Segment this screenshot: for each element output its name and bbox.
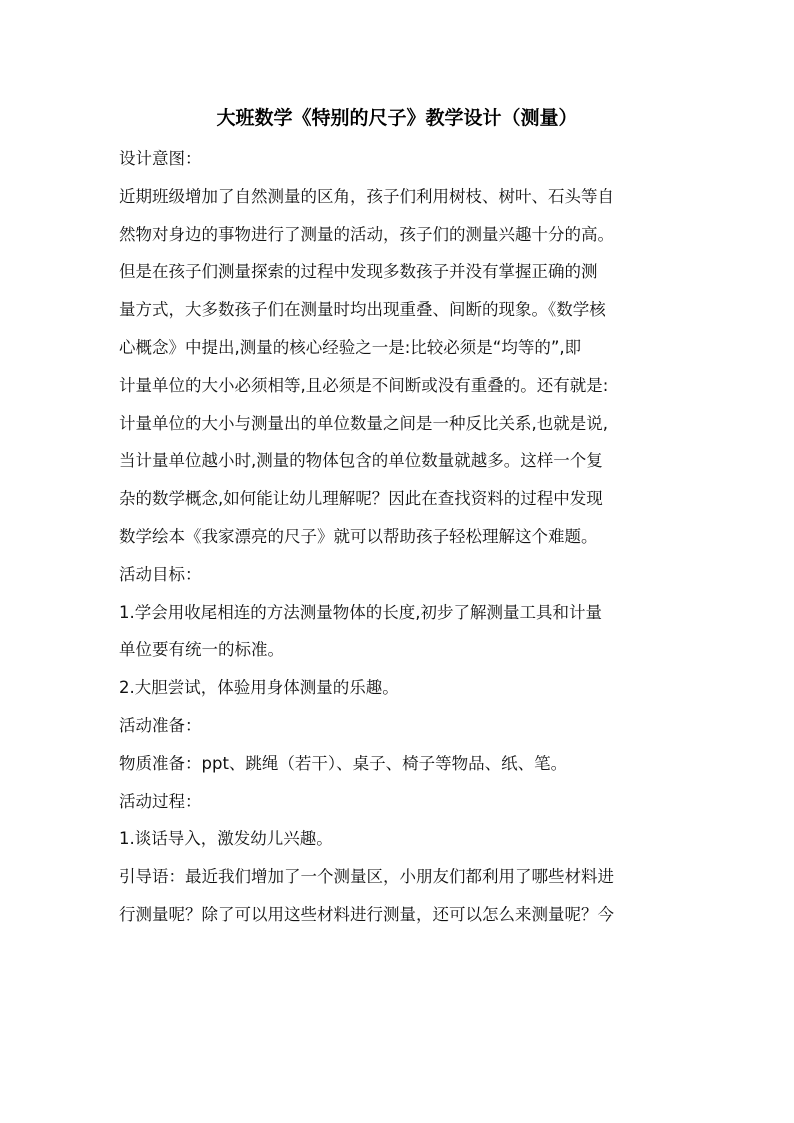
paragraph-line: 行测量呢？除了可以用这些材料进行测量，还可以怎么来测量呢？今	[119, 904, 614, 924]
paragraph-line: 杂的数学概念,如何能让幼儿理解呢？因此在查找资料的过程中发现	[119, 489, 603, 509]
section-heading-design-intent: 设计意图：	[119, 149, 202, 168]
list-item: 1.谈话导入，激发幼儿兴趣。	[119, 829, 333, 849]
paragraph-line: 当计量单位越小时,测量的物体包含的单位数量就越多。这样一个复	[119, 451, 603, 471]
paragraph-line: 近期班级增加了自然测量的区角，孩子们利用树枝、树叶、石头等自	[119, 186, 614, 206]
document-title: 大班数学《特别的尺子》教学设计（测量）	[216, 107, 578, 129]
paragraph-line: 心概念》中提出,测量的核心经验之一是:比较必须是“均等的”,即	[119, 337, 582, 357]
paragraph-line: 数学绘本《我家漂亮的尺子》就可以帮助孩子轻松理解这个难题。	[119, 526, 598, 546]
paragraph-line: 但是在孩子们测量探索的过程中发现多数孩子并没有掌握正确的测	[119, 262, 598, 282]
paragraph-line: 引导语：最近我们增加了一个测量区，小朋友们都利用了哪些材料进	[119, 867, 614, 887]
list-item-continuation: 单位要有统一的标准。	[119, 640, 284, 660]
paragraph-line: 然物对身边的事物进行了测量的活动，孩子们的测量兴趣十分的高。	[119, 224, 614, 244]
paragraph-line: 计量单位的大小必须相等,且必须是不间断或没有重叠的。还有就是:	[119, 375, 609, 395]
list-item: 1.学会用收尾相连的方法测量物体的长度,初步了解测量工具和计量	[119, 602, 602, 622]
document-body	[119, 140, 689, 934]
list-item: 2.大胆尝试，体验用身体测量的乐趣。	[119, 678, 399, 698]
paragraph-line: 计量单位的大小与测量出的单位数量之间是一种反比关系,也就是说,	[119, 413, 608, 433]
materials-line: 物质准备：ppt、跳绳（若干）、桌子、椅子等物品、纸、笔。	[119, 753, 568, 773]
section-heading-activity-process: 活动过程：	[119, 791, 202, 811]
paragraph-line: 量方式，大多数孩子们在测量时均出现重叠、间断的现象。《数学核	[119, 300, 606, 320]
section-heading-activity-goals: 活动目标：	[119, 564, 202, 584]
section-heading-activity-prep: 活动准备：	[119, 715, 202, 735]
